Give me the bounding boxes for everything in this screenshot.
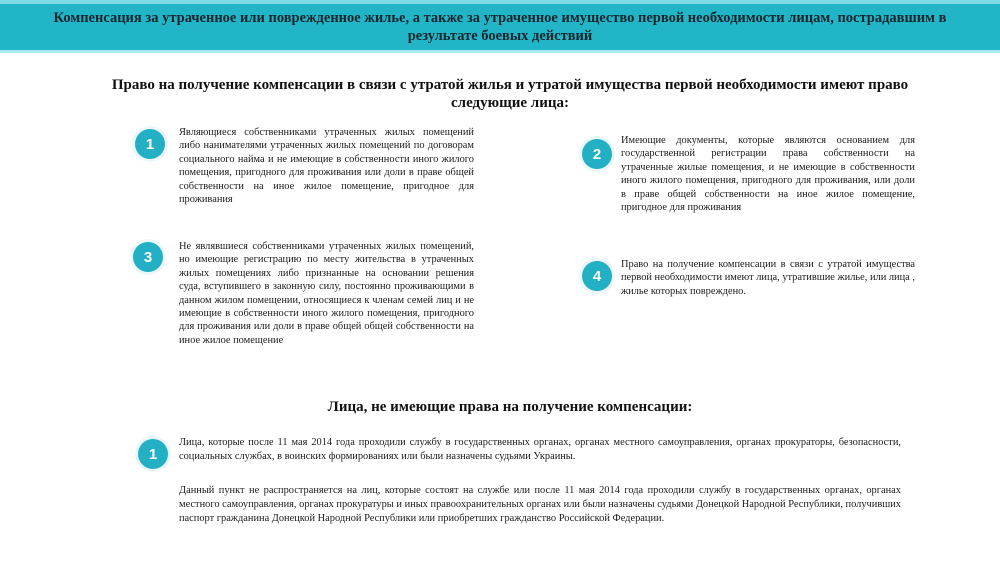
eligible-heading: Право на получение компенсации в связи с утратой жилья и утратой имущества первой необходимости имеют право следующие лица: xyxy=(111,77,909,111)
number-badge-3: 3 xyxy=(133,242,163,272)
title-banner xyxy=(0,4,1000,50)
eligible-item-1-text: Являющиеся собственниками утраченных жилых помещений либо нанимателями утраченных жилых помещений по договорам социального найма и не имеющие в собственности иного жилого помещения, пригодного для проживания или доли в праве общей собственности на иное жилое помещение, пригодное для проживания xyxy=(179,127,474,206)
number-badge-2: 2 xyxy=(582,139,612,169)
number-badge-ineligible-1: 1 xyxy=(138,439,168,469)
ineligible-item-1-text: Лица, которые после 11 мая 2014 года проходили службу в государственных органах, органах местного самоуправления, органах прокураторы, безопасности, социальных службах, в воинских формированиях или были назначены судьями Украины. xyxy=(179,437,901,462)
eligible-item-3-text: Не являвшиеся собственниками утраченных жилых помещений, но имеющие регистрацию по месту жительства в утраченных жилых помещениях либо признанные на основании решения суда, вступившего в законную силу, постоянно проживающими в данном жилом помещении, относящиеся к членам семей лиц и не имеющие в собственности иного жилого помещения, пригодного для проживания или доли в праве общей общей собственности на иное жилое помещение xyxy=(179,241,474,346)
number-badge-1: 1 xyxy=(135,129,165,159)
banner-bottom-line xyxy=(0,50,1000,53)
ineligible-heading: Лица, не имеющие права на получение компенсации: xyxy=(327,399,693,415)
eligible-item-4-text: Право на получение компенсации в связи с утратой имущества первой необходимости имеют лица, утратившие жилье, или лица , жилье которых повреждено. xyxy=(621,259,915,297)
ineligible-note-text: Данный пункт не распространяется на лиц, которые состоят на службе или после 11 мая 2014 года проходили службу в государственных органах, органах местного самоуправления, органах прокуратуры и иных правоохранительных органах или были назначены судьями Донецкой Народной Республики, получивших паспорт гражданина Донецкой Народной Республики или приобретших гражданство Российской Федерации. xyxy=(179,485,901,524)
eligible-item-2-text: Имеющие документы, которые являются основанием для государственной регистрации права собственности на утраченные жилые помещения, и не имеющие в собственности иного жилого помещения, пригодного для проживания, или доли в праве общей собственности на иное жилое помещение, пригодное для проживания xyxy=(621,135,915,214)
number-badge-4: 4 xyxy=(582,261,612,291)
page-title: Компенсация за утраченное или поврежденное жилье, а также за утраченное имущество первой необходимости лицам, пострадавшим в результате боевых действий xyxy=(53,10,947,44)
